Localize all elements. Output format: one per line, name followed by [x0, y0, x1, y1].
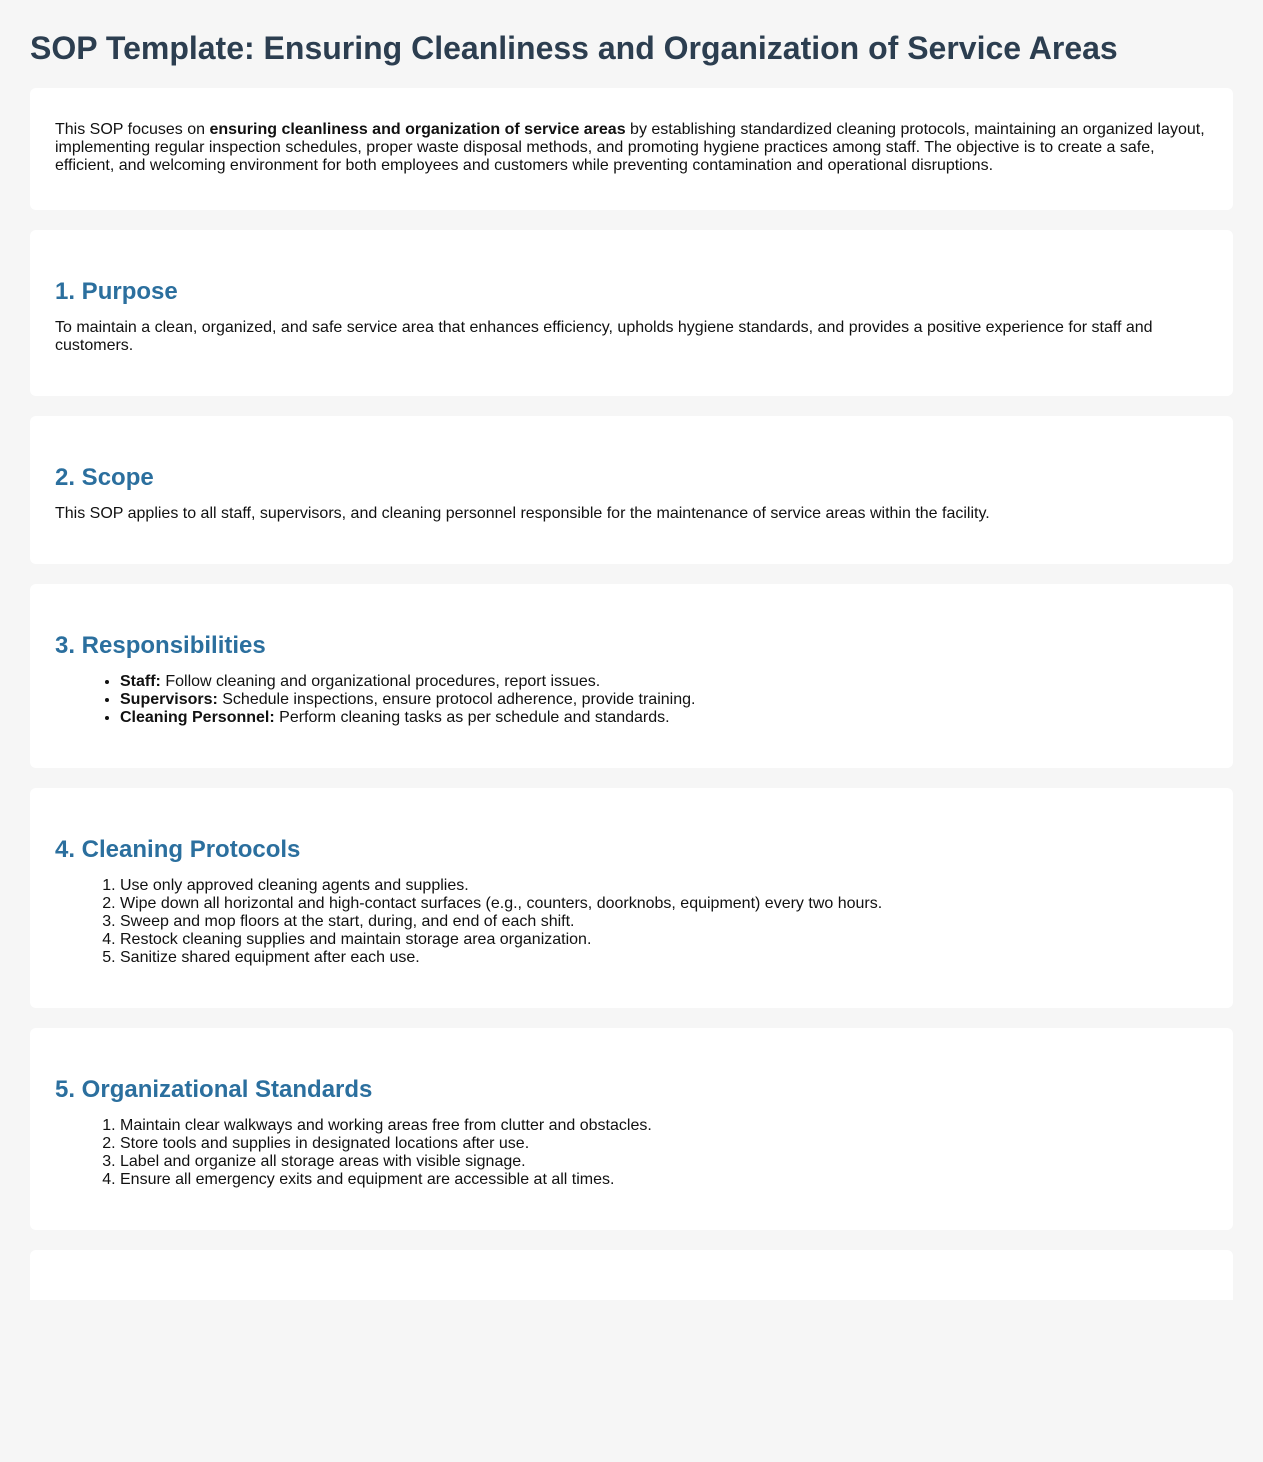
list-item: 2. Wipe down all horizontal and high-contact surfaces (e.g., counters, doorknobs, equipment) every two hours. [120, 895, 1208, 913]
section-responsibilities [30, 584, 1233, 768]
role-text: Follow cleaning and organizational procedures, report issues. [160, 673, 601, 690]
section-purpose [30, 230, 1233, 396]
role-label: Cleaning Personnel: [120, 709, 275, 726]
purpose-text: To maintain a clean, organized, and safe service area that enhances efficiency, upholds hygiene standards, and provides a positive experience for staff and customers. [55, 319, 1153, 354]
list-item [120, 691, 1208, 709]
list-item [120, 709, 1208, 727]
list-item: 3. Label and organize all storage areas with visible signage. [120, 1153, 1208, 1171]
list-item: 1. Use only approved cleaning agents and supplies. [120, 877, 1208, 895]
list-item [120, 673, 1208, 691]
role-text: Perform cleaning tasks as per schedule and standards. [274, 709, 670, 726]
section-organizational-standards [30, 1028, 1233, 1230]
role-label: Supervisors: [120, 691, 218, 708]
section-heading-purpose: 1. Purpose [55, 278, 178, 305]
list-item: 3. Sweep and mop floors at the start, during, and end of each shift. [120, 913, 1208, 931]
list-item: 1. Maintain clear walkways and working areas free from clutter and obstacles. [120, 1117, 1208, 1135]
scope-text: This SOP applies to all staff, supervisors, and cleaning personnel responsible for the maintenance of service areas within the facility. [55, 505, 990, 522]
list-item: 2. Store tools and supplies in designated locations after use. [120, 1135, 1208, 1153]
intro-card [30, 88, 1233, 210]
section-heading-organizational-standards: 5. Organizational Standards [55, 1076, 373, 1103]
intro-prefix: This SOP focuses on [55, 121, 210, 138]
section-heading-responsibilities: 3. Responsibilities [55, 632, 266, 659]
responsibilities-list [55, 673, 1208, 727]
section-cleaning-protocols [30, 788, 1233, 1008]
list-item: 4. Ensure all emergency exits and equipment are accessible at all times. [120, 1171, 1208, 1189]
intro-paragraph [55, 121, 1208, 175]
role-text: Schedule inspections, ensure protocol adherence, provide training. [217, 691, 696, 708]
section-scope [30, 416, 1233, 564]
intro-suffix: by establishing standardized cleaning protocols, maintaining an organized layout, implementing regular inspection schedules, proper waste disposal methods, and promoting hygiene practices among staff. The objective is to create a safe, efficient, and welcoming environment for both employees and customers while preventing contamination and operational disruptions. [55, 121, 1205, 174]
page-title: SOP Template: Ensuring Cleanliness and Organization of Service Areas [30, 30, 1118, 66]
section-heading-scope: 2. Scope [55, 464, 154, 491]
intro-bold: ensuring cleanliness and organization of service areas [209, 121, 626, 138]
section-next-partial [30, 1250, 1233, 1300]
role-label: Staff: [120, 673, 161, 690]
section-heading-cleaning-protocols: 4. Cleaning Protocols [55, 836, 301, 863]
organizational-standards-list [55, 1117, 1208, 1189]
list-item: 5. Sanitize shared equipment after each use. [120, 949, 1208, 967]
cleaning-protocols-list [55, 877, 1208, 967]
list-item: 4. Restock cleaning supplies and maintain storage area organization. [120, 931, 1208, 949]
